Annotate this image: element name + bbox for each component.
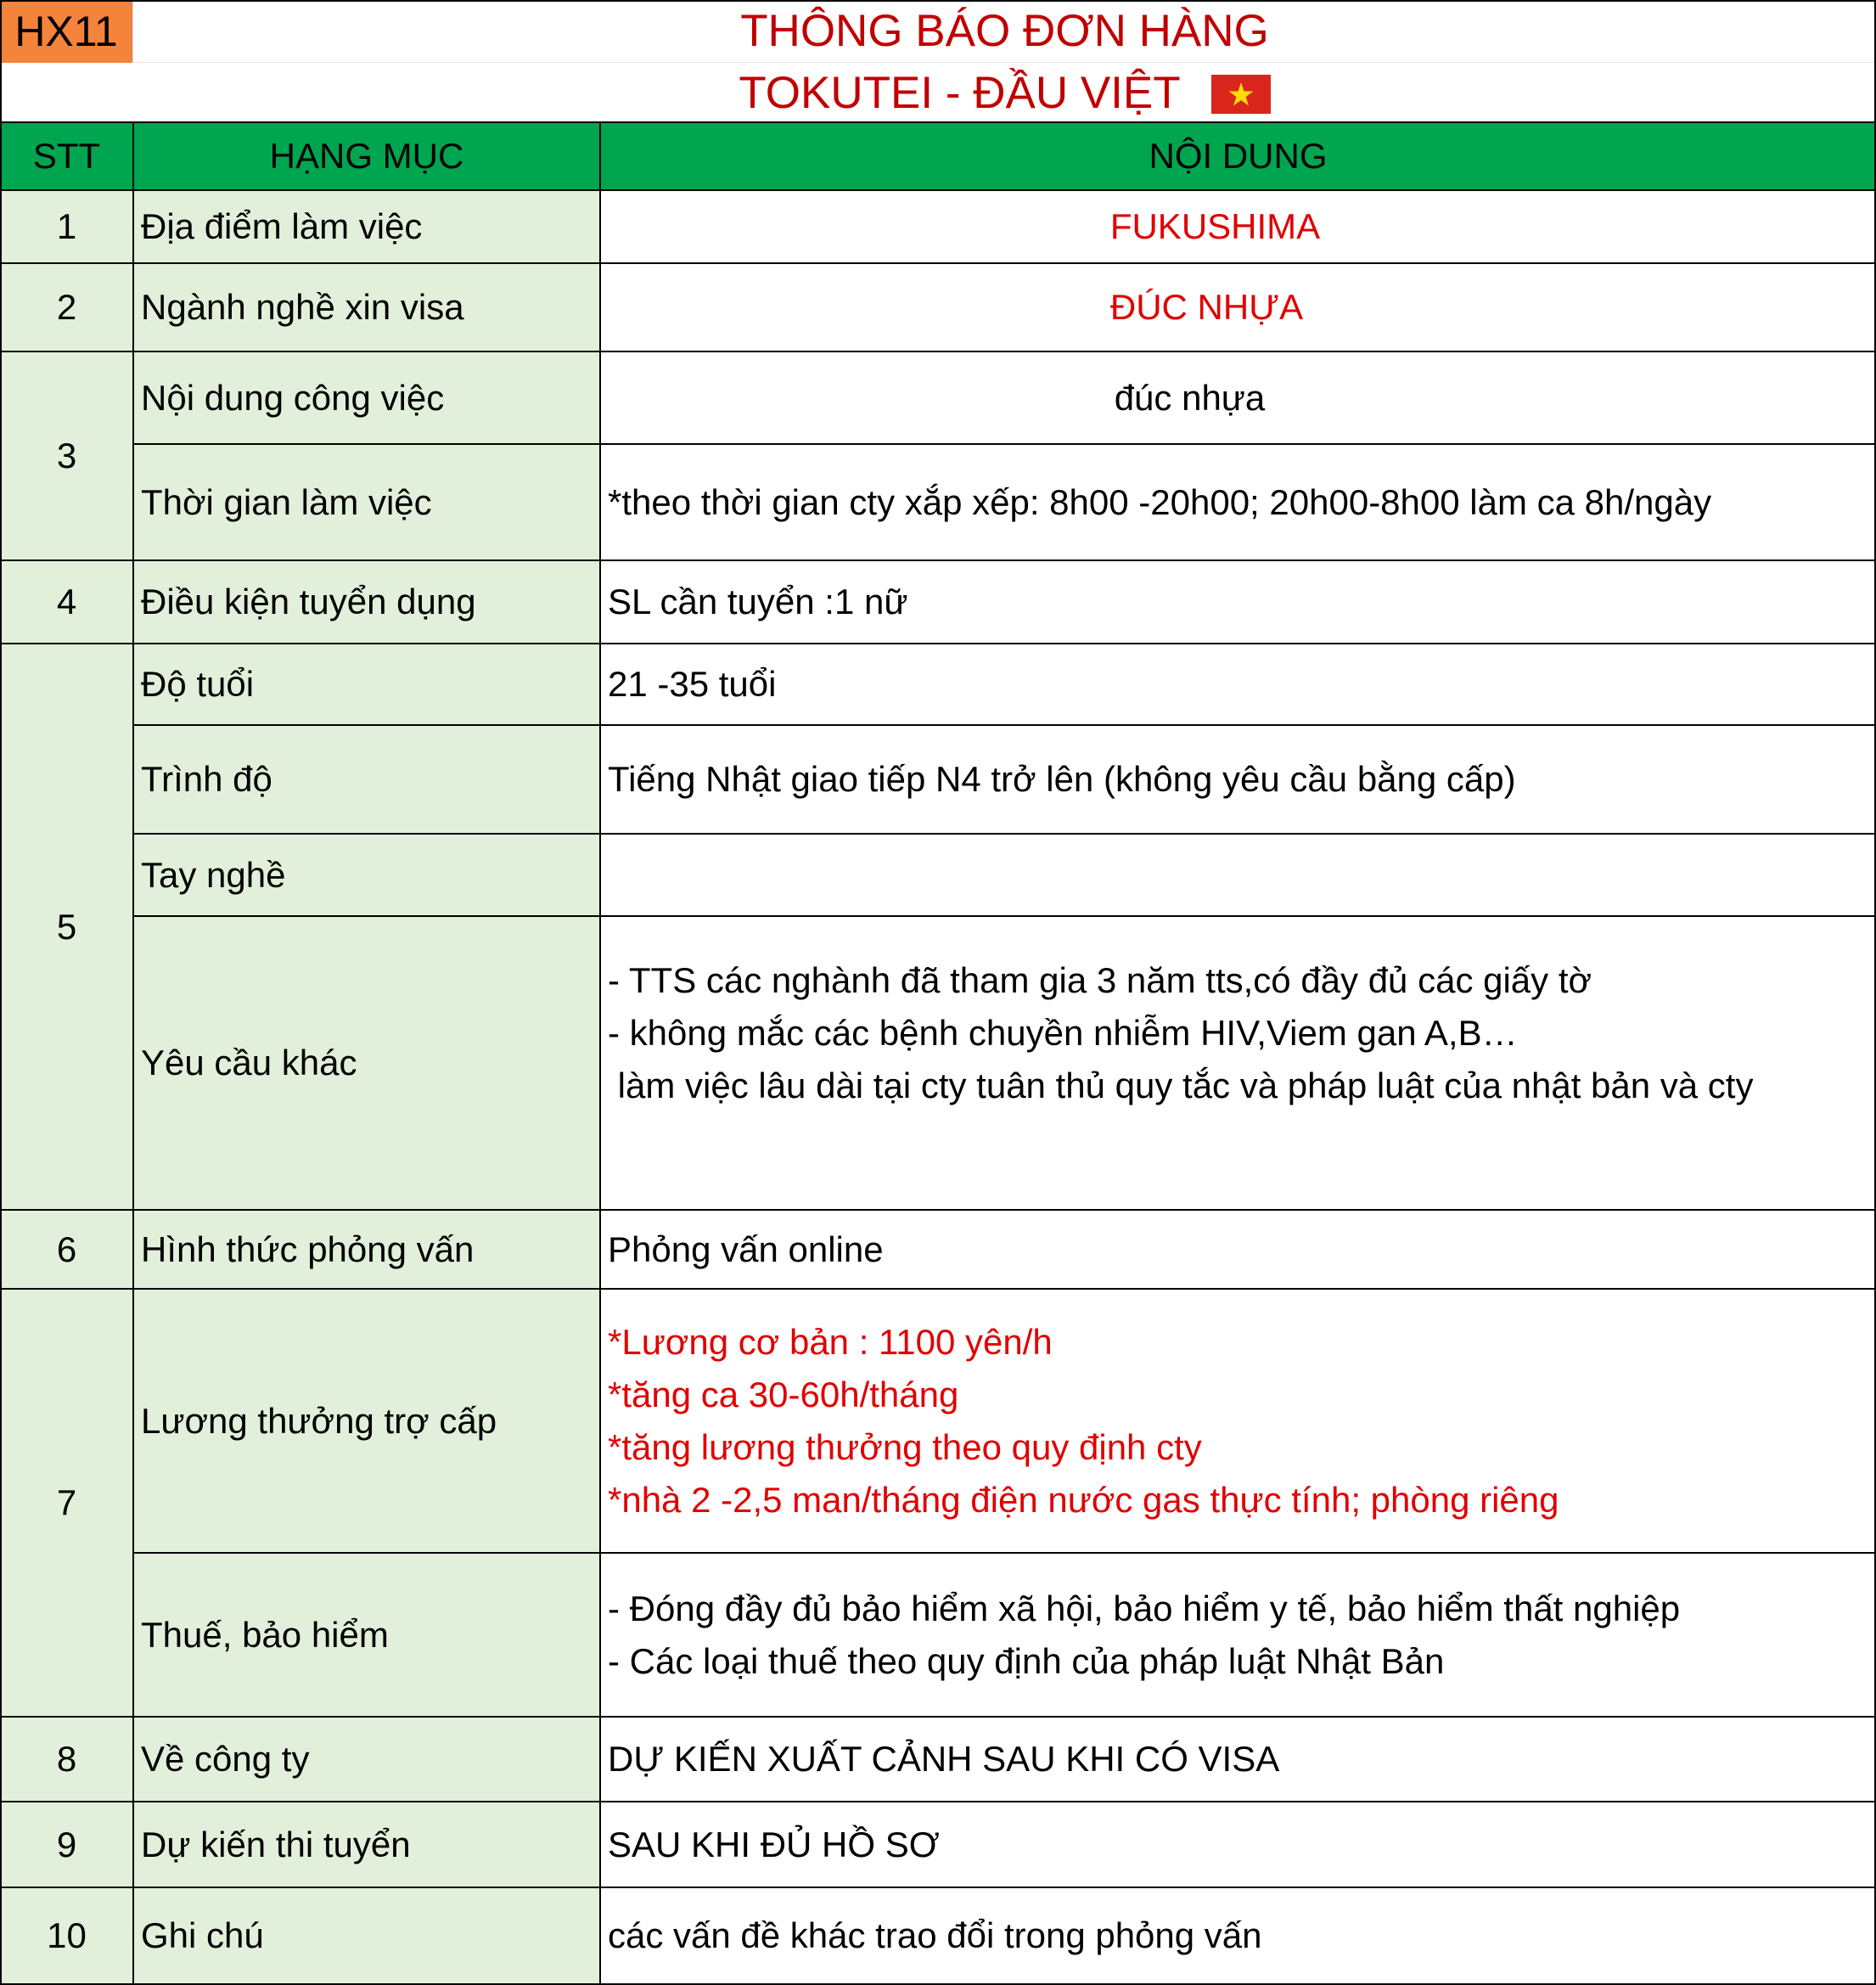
grid-line — [0, 1801, 1876, 1802]
row-9-stt: 9 — [0, 1802, 133, 1887]
row-10-category: Ghi chú — [133, 1887, 600, 1983]
insurance-line: - Các loại thuế theo quy định của pháp luật Nhật Bản — [608, 1640, 1445, 1681]
requirement-line: - không mắc các bệnh chuyền nhiễm HIV,Viem gan A,B… — [608, 1013, 1518, 1053]
row-5a-content: 21 -35 tuổi — [608, 664, 777, 704]
row-5d-category: Yêu cầu khác — [133, 916, 600, 1210]
grid-line — [0, 121, 1876, 123]
grid-line — [0, 0, 2, 1985]
grid-line — [0, 1887, 1876, 1888]
row-5-stt: 5 — [0, 644, 133, 1210]
column-header-stt: STT — [0, 122, 133, 190]
salary-line: *tăng lương thưởng theo quy định cty — [608, 1426, 1202, 1467]
page-subtitle — [133, 63, 1876, 122]
row-7a-content — [600, 1289, 1876, 1553]
row-9-content: SAU KHI ĐỦ HỒ SƠ — [608, 1824, 940, 1864]
row-4-category: Điều kiện tuyển dụng — [133, 560, 600, 644]
row-4-stt: 4 — [0, 560, 133, 644]
grid-line — [133, 443, 1876, 445]
page-title: THÔNG BÁO ĐƠN HÀNG — [133, 0, 1876, 63]
salary-line: *tăng ca 30-60h/tháng — [608, 1374, 959, 1414]
row-10-content: các vấn đề khác trao đổi trong phỏng vấn — [608, 1915, 1262, 1955]
order-code: HX11 — [0, 0, 133, 63]
row-7-stt: 7 — [0, 1289, 133, 1717]
row-6-category: Hình thức phỏng vấn — [133, 1210, 600, 1289]
grid-line — [0, 1288, 1876, 1290]
requirement-line: làm việc lâu dài tại cty tuân thủ quy tắc và pháp luật của nhật bản và cty — [608, 1066, 1754, 1105]
grid-line — [0, 1209, 1876, 1211]
row-2-content: ĐÚC NHỰA — [1109, 287, 1304, 327]
row-8-content: DỰ KIẾN XUẤT CẢNH SAU KHI CÓ VISA — [608, 1739, 1280, 1779]
vietnam-flag-icon — [1211, 75, 1271, 114]
row-8-category: Về công ty — [133, 1717, 600, 1802]
requirement-line: - TTS các nghành đã tham gia 3 năm tts,có đầy đủ các giấy tờ — [608, 960, 1592, 1000]
grid-line — [133, 724, 1876, 726]
grid-line — [0, 560, 1876, 561]
grid-line — [133, 915, 1876, 917]
row-5d-content — [600, 916, 1876, 1210]
row-6-stt: 6 — [0, 1210, 133, 1289]
insurance-line: - Đóng đầy đủ bảo hiểm xã hội, bảo hiểm y tế, bảo hiểm thất nghiệp — [608, 1588, 1681, 1628]
salary-line: *Lương cơ bản : 1100 yên/h — [608, 1321, 1053, 1362]
row-5c-category: Tay nghề — [133, 834, 600, 916]
row-2-stt: 2 — [0, 263, 133, 351]
row-6-content: Phỏng vấn online — [608, 1229, 884, 1269]
row-5b-category: Trình độ — [133, 725, 600, 834]
row-7b-category: Thuế, bảo hiểm — [133, 1553, 600, 1717]
row-3-stt: 3 — [0, 351, 133, 560]
salary-line: *nhà 2 -2,5 man/tháng điện nước gas thực tính; phòng riêng — [608, 1479, 1559, 1520]
row-5c-content — [600, 834, 1876, 916]
grid-line — [132, 122, 134, 1985]
row-9-category: Dự kiến thi tuyển — [133, 1802, 600, 1887]
column-header-content: NỘI DUNG — [600, 122, 1876, 190]
grid-line — [599, 122, 601, 1985]
row-1-content: FUKUSHIMA — [1109, 206, 1321, 246]
grid-line — [133, 1552, 1876, 1554]
grid-line — [0, 189, 1876, 191]
grid-line — [0, 1716, 1876, 1718]
row-8-stt: 8 — [0, 1717, 133, 1802]
row-3a-content: đúc nhựa — [1114, 377, 1266, 418]
row-10-stt: 10 — [0, 1887, 133, 1983]
row-2-category: Ngành nghề xin visa — [133, 263, 600, 351]
row-3a-category: Nội dung công việc — [133, 351, 600, 444]
row-7b-content — [600, 1553, 1876, 1717]
row-4-content: SL cần tuyển :1 nữ — [608, 582, 908, 621]
row-5a-category: Độ tuổi — [133, 644, 600, 725]
grid-line — [0, 351, 1876, 352]
row-5b-content: Tiếng Nhật giao tiếp N4 trở lên (không yêu cầu bằng cấp) — [608, 759, 1516, 799]
row-7a-category: Lương thưởng trợ cấp — [133, 1289, 600, 1553]
row-3b-content: *theo thời gian cty xắp xếp: 8h00 -20h00; 20h00-8h00 làm ca 8h/ngày — [608, 481, 1712, 522]
column-header-category: HẠNG MỤC — [133, 122, 600, 190]
table-border-top — [0, 0, 1876, 2]
subtitle-text: TOKUTEI - ĐẦU VIỆT — [739, 67, 1181, 118]
row-1-stt: 1 — [0, 190, 133, 263]
row-1-category: Địa điểm làm việc — [133, 190, 600, 263]
row-3b-category: Thời gian làm việc — [133, 444, 600, 560]
grid-line — [0, 643, 1876, 644]
grid-line — [0, 262, 1876, 264]
grid-line — [133, 833, 1876, 835]
